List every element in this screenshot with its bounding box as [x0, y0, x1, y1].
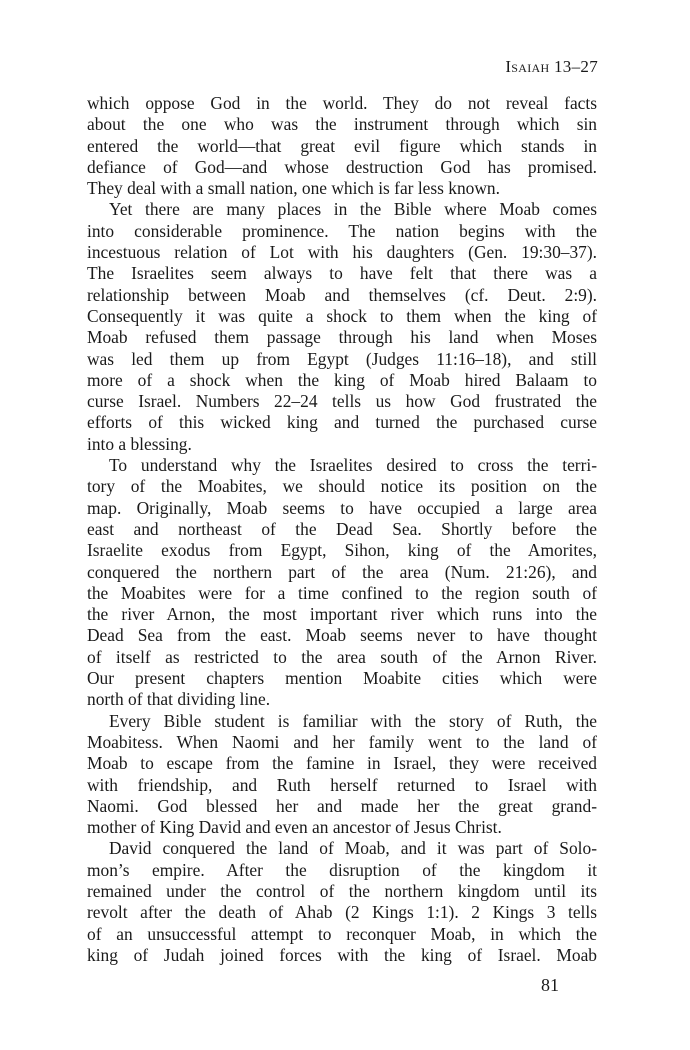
text-line: king of Judah joined forces with the king of Israel. Moab	[87, 944, 597, 965]
text-line: relationship between Moab and themselves (cf. Deut. 2:9).	[87, 284, 597, 305]
text-line: with friendship, and Ruth herself returned to Israel with	[87, 774, 597, 795]
text-line: curse Israel. Numbers 22–24 tells us how God frustrated the	[87, 391, 597, 412]
text-line: mother of King David and even an ancestor of Jesus Christ.	[87, 817, 502, 838]
text-line: about the one who was the instrument through which sin	[87, 114, 597, 135]
text-line: which oppose God in the world. They do not reveal facts	[87, 93, 597, 113]
text-line: Yet there are many places in the Bible where Moab comes	[109, 199, 597, 220]
text-line: efforts of this wicked king and turned the purchased curse	[87, 412, 597, 433]
text-line: of an unsuccessful attempt to reconquer Moab, in which the	[87, 923, 597, 944]
running-head	[505, 57, 598, 77]
text-line: tory of the Moabites, we should notice its position on the	[87, 476, 597, 497]
text-line: Israelite exodus from Egypt, Sihon, king of the Amorites,	[87, 540, 597, 561]
text-line: map. Originally, Moab seems to have occupied a large area	[87, 497, 597, 518]
text-line: To understand why the Israelites desired to cross the terri-	[109, 455, 597, 476]
text-line: revolt after the death of Ahab (2 Kings 1:1). 2 Kings 3 tells	[87, 902, 597, 923]
text-line: mon’s empire. After the disruption of the kingdom it	[87, 859, 597, 880]
text-line: was led them up from Egypt (Judges 11:16–18), and still	[87, 348, 597, 369]
running-head-text: Isaiah 13–27	[505, 57, 598, 76]
text-line: the Moabites were for a time confined to the region south of	[87, 582, 597, 603]
text-line: They deal with a small nation, one which is far less known.	[87, 178, 500, 199]
text-line: Moab to escape from the famine in Israel, they were received	[87, 753, 597, 774]
page-number: 81	[541, 975, 559, 995]
text-line: entered the world—that great evil figure which stands in	[87, 135, 597, 156]
body-text	[87, 93, 597, 966]
text-line: into a blessing.	[87, 433, 192, 454]
text-line: defiance of God—and whose destruction God has promised.	[87, 156, 597, 177]
text-line: The Israelites seem always to have felt that there was a	[87, 263, 597, 284]
text-line: David conquered the land of Moab, and it was part of Solo-	[109, 838, 597, 859]
text-line: more of a shock when the king of Moab hired Balaam to	[87, 369, 597, 390]
text-line: east and northeast of the Dead Sea. Shortly before the	[87, 518, 597, 539]
text-line: the river Arnon, the most important river which runs into the	[87, 604, 597, 625]
text-line: Moab refused them passage through his land when Moses	[87, 327, 597, 348]
text-line: into considerable prominence. The nation begins with the	[87, 220, 597, 241]
text-line: Naomi. God blessed her and made her the great grand-	[87, 795, 597, 816]
text-line: of itself as restricted to the area south of the Arnon River.	[87, 646, 597, 667]
text-line: Our present chapters mention Moabite cities which were	[87, 668, 597, 689]
text-line: remained under the control of the northern kingdom until its	[87, 880, 597, 901]
text-line: Moabitess. When Naomi and her family went to the land of	[87, 731, 597, 752]
text-line: Dead Sea from the east. Moab seems never to have thought	[87, 625, 597, 646]
text-line: Every Bible student is familiar with the story of Ruth, the	[109, 710, 597, 731]
text-line: north of that dividing line.	[87, 689, 271, 710]
text-line: incestuous relation of Lot with his daughters (Gen. 19:30–37).	[87, 242, 597, 263]
text-line: conquered the northern part of the area (Num. 21:26), and	[87, 561, 597, 582]
text-line: Consequently it was quite a shock to them when the king of	[87, 305, 597, 326]
